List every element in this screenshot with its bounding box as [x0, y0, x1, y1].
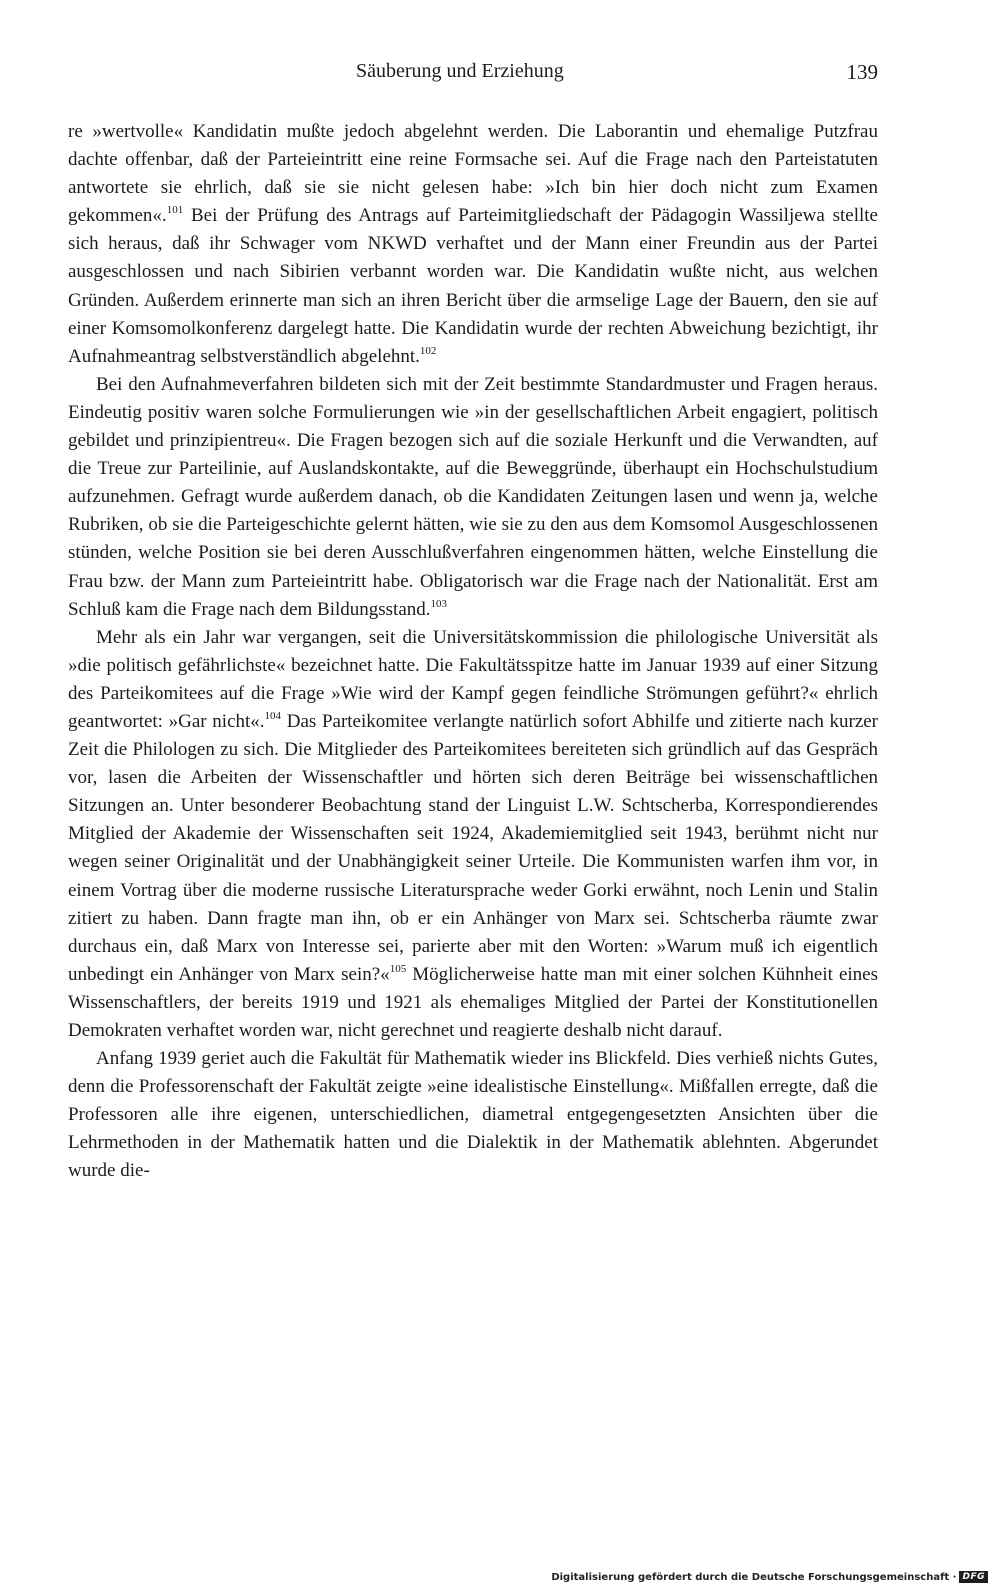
paragraph-text: re »wertvolle« Kandidatin mußte jedoch abgelehnt werden. Die Laborantin und ehemalige Putzfrau dachte offenbar, daß der Parteieintritt eine reine Formsache sei. Auf die Frage nach den Parteistatuten antwortete sie ehrlich, daß sie sie nicht gelesen habe: »Ich bin hier doch nicht zum Examen gekommen«.	[68, 121, 878, 227]
footnote-marker: 103	[430, 597, 448, 610]
paragraph-text: Möglicherweise hatte man mit einer solchen Kühnheit eines Wissenschaftlers, der bereits 1919 und 1921 als ehemaliges Mitglied der Partei der Konstitutionellen Demokraten verhaftet worden war, nicht gerechnet und reagierte deshalb nicht darauf.	[68, 963, 879, 1041]
footnote-marker: 102	[419, 344, 437, 357]
footnote-marker: 105	[389, 962, 407, 975]
paragraph	[68, 118, 878, 371]
funding-notice: Digitalisierung gefördert durch die Deutsche Forschungsgemeinschaft ·	[551, 1571, 957, 1583]
footnote-marker: 104	[264, 709, 282, 722]
page-number: 139	[846, 60, 878, 84]
paragraph-text: Bei der Prüfung des Antrags auf Parteimitgliedschaft der Pädagogin Wassiljewa stellte sich heraus, daß ihr Schwager vom NKWD verhaftet und der Mann einer Freundin aus der Partei ausgeschlossen und nach Sibirien verbannt worden war. Die Kandidatin wußte nicht, aus welchen Gründen. Außerdem erinnerte man sich an ihren Bericht über die armselige Lage der Bauern, den sie auf einer Komsomolkonferenz dargelegt hatte. Die Kandidatin wurde der rechten Abweichung bezichtigt, ihr Aufnahmeantrag selbstverständlich abgelehnt.	[68, 205, 878, 367]
running-title: Säuberung und Erziehung	[356, 60, 564, 82]
dfg-logo: DFG	[959, 1571, 988, 1583]
paragraph	[68, 624, 878, 1045]
paragraph-text: Mehr als ein Jahr war vergangen, seit die Universitätskommission die philologische Universität als »die politisch gefährlichste« bezeichnet hatte. Die Fakultätsspitze hatte im Januar 1939 auf einer Sitzung des Parteikomitees auf die Frage »Wie wird der Kampf gegen feindliche Strömungen geführt?« ehrlich geantwortet: »Gar nicht«.	[68, 626, 878, 732]
digitization-footer	[551, 1569, 988, 1585]
running-header	[68, 60, 878, 90]
paragraph-text: Bei den Aufnahmeverfahren bildeten sich mit der Zeit bestimmte Standardmuster und Fragen heraus. Eindeutig positiv waren solche Formulierungen wie »in der gesellschaftlichen Arbeit engagiert, politisch gebildet und prinzipientreu«. Die Fragen bezogen sich auf die soziale Herkunft und die Verwandten, auf die Treue zur Parteilinie, auf Auslandskontakte, auf die Beweggründe, überhaupt ein Hochschulstudium aufzunehmen. Gefragt wurde außerdem danach, ob die Kandidaten Zeitungen lasen und wenn ja, welche Rubriken, ob sie die Parteigeschichte gelernt hätten, wie sie zu den aus dem Komsomol Ausgeschlossenen stünden, welche Position sie bei deren Ausschlußverfahren eingenommen hätten, welche Einstellung die Frau bzw. der Mann zum Parteieintritt habe. Obligatorisch war die Frage nach der Nationalität. Erst am Schluß kam die Frage nach dem Bildungsstand.	[68, 373, 878, 620]
paragraph-text: Anfang 1939 geriet auch die Fakultät für Mathematik wieder ins Blickfeld. Dies verhieß nichts Gutes, denn die Professorenschaft der Fakultät zeigte »eine idealistische Einstellung«. Mißfallen erregte, daß die Professoren alle ihre eigenen, unterschiedlichen, diametral entgegengesetzten Ansichten über die Lehrmethoden in der Mathematik hatten und die Dialektik in der Mathematik ablehnten. Abgerundet wurde die-	[68, 1048, 878, 1182]
paragraph	[68, 371, 878, 624]
paragraph-text: Das Parteikomitee verlangte natürlich sofort Abhilfe und zitierte nach kurzer Zeit die Philologen zu sich. Die Mitglieder des Parteikomitees bereiteten sich gründlich auf das Gespräch vor, lasen die Arbeiten der Wissenschaftler und hörten sich deren Beiträge bei wissenschaftlichen Sitzungen an. Unter besonderer Beobachtung stand der Linguist L.W. Schtscherba, Korrespondierendes Mitglied der Akademie der Wissenschaften seit 1924, Akademiemitglied seit 1943, berühmt nicht nur wegen seiner Originalität und der Unabhängigkeit seiner Urteile. Die Kommunisten warfen ihm vor, in einem Vortrag über die moderne russische Literatursprache weder Gorki erwähnt, noch Lenin und Stalin zitiert zu haben. Dann fragte man ihn, ob er ein Anhänger von Marx sei. Schtscherba räumte zwar durchaus ein, daß Marx von Interesse sei, parierte aber mit den Worten: »Warum muß ich eigentlich unbedingt ein Anhänger von Marx sein?«	[68, 710, 879, 985]
footnote-marker: 101	[166, 204, 184, 217]
paragraph	[68, 1045, 878, 1185]
body-text	[68, 118, 878, 1186]
